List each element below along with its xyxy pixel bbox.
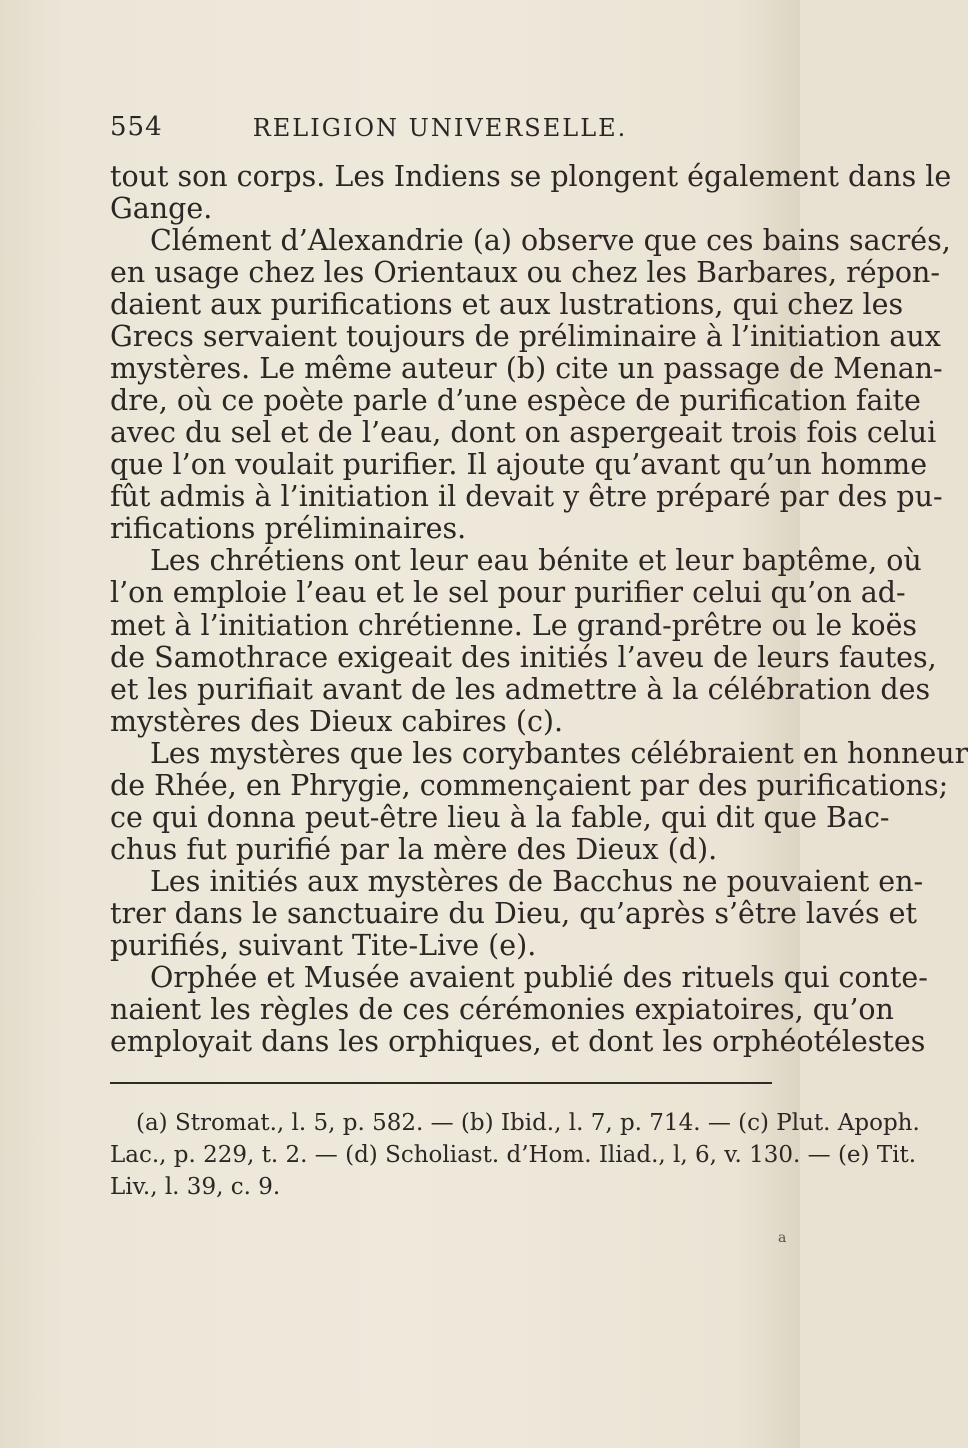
text-line: purifiés, suivant Tite-Live (e). xyxy=(110,929,537,962)
footnote-line: (a) Stromat., l. 5, p. 582. — (b) Ibid., l. 7, p. 714. — (c) Plut. Apoph. xyxy=(136,1110,920,1136)
text-line: et les purifiait avant de les admettre à la célébration des xyxy=(110,673,931,706)
text-line: naient les règles de ces cérémonies expiatoires, qu’on xyxy=(110,993,894,1026)
text-line: de Samothrace exigeait des initiés l’aveu de leurs fautes, xyxy=(110,641,937,674)
text-line: ce qui donna peut-être lieu à la fable, qui dit que Bac- xyxy=(110,801,890,834)
text-line: Clément d’Alexandrie (a) observe que ces bains sacrés, xyxy=(150,224,951,257)
text-line: Les mystères que les corybantes célébraient en honneur xyxy=(150,737,968,770)
text-line: rifications préliminaires. xyxy=(110,512,467,545)
text-line: employait dans les orphiques, et dont les orphéotélestes xyxy=(110,1025,926,1058)
text-line: avec du sel et de l’eau, dont on aspergeait trois fois celui xyxy=(110,416,937,449)
text-line: de Rhée, en Phrygie, commençaient par des purifications; xyxy=(110,769,949,802)
text-line: que l’on voulait purifier. Il ajoute qu’avant qu’un homme xyxy=(110,448,928,481)
text-line: mystères. Le même auteur (b) cite un passage de Menan- xyxy=(110,352,943,385)
text-line: mystères des Dieux cabires (c). xyxy=(110,705,564,738)
text-line: chus fut purifié par la mère des Dieux (d). xyxy=(110,833,718,866)
text-line: l’on emploie l’eau et le sel pour purifier celui qu’on ad- xyxy=(110,576,906,609)
text-line: Les initiés aux mystères de Bacchus ne pouvaient en- xyxy=(150,865,924,898)
text-line: Les chrétiens ont leur eau bénite et leur baptême, où xyxy=(150,544,922,577)
page-header xyxy=(110,112,770,146)
text-line: Gange. xyxy=(110,192,213,225)
running-title: RELIGION UNIVERSELLE. xyxy=(252,114,628,142)
text-line: Grecs servaient toujours de préliminaire à l’initiation aux xyxy=(110,320,941,353)
footnote-rule xyxy=(110,1082,772,1084)
text-line: fût admis à l’initiation il devait y être préparé par des pu- xyxy=(110,480,943,513)
text-line: met à l’initiation chrétienne. Le grand-prêtre ou le koës xyxy=(110,609,918,642)
text-line: Orphée et Musée avaient publié des rituels qui conte- xyxy=(150,961,928,994)
text-line: trer dans le sanctuaire du Dieu, qu’après s’être lavés et xyxy=(110,897,918,930)
footnote-line: Liv., l. 39, c. 9. xyxy=(110,1174,281,1200)
text-line: tout son corps. Les Indiens se plongent également dans le xyxy=(110,160,952,193)
footnote-line: Lac., p. 229, t. 2. — (d) Scholiast. d’Hom. Iliad., l, 6, v. 130. — (e) Tit. xyxy=(110,1142,917,1168)
text-line: dre, où ce poète parle d’une espèce de purification faite xyxy=(110,384,921,417)
signature-mark: a xyxy=(778,1230,787,1246)
text-line: en usage chez les Orientaux ou chez les Barbares, répon- xyxy=(110,256,941,289)
page-number: 554 xyxy=(110,112,163,142)
text-line: daient aux purifications et aux lustrations, qui chez les xyxy=(110,288,904,321)
